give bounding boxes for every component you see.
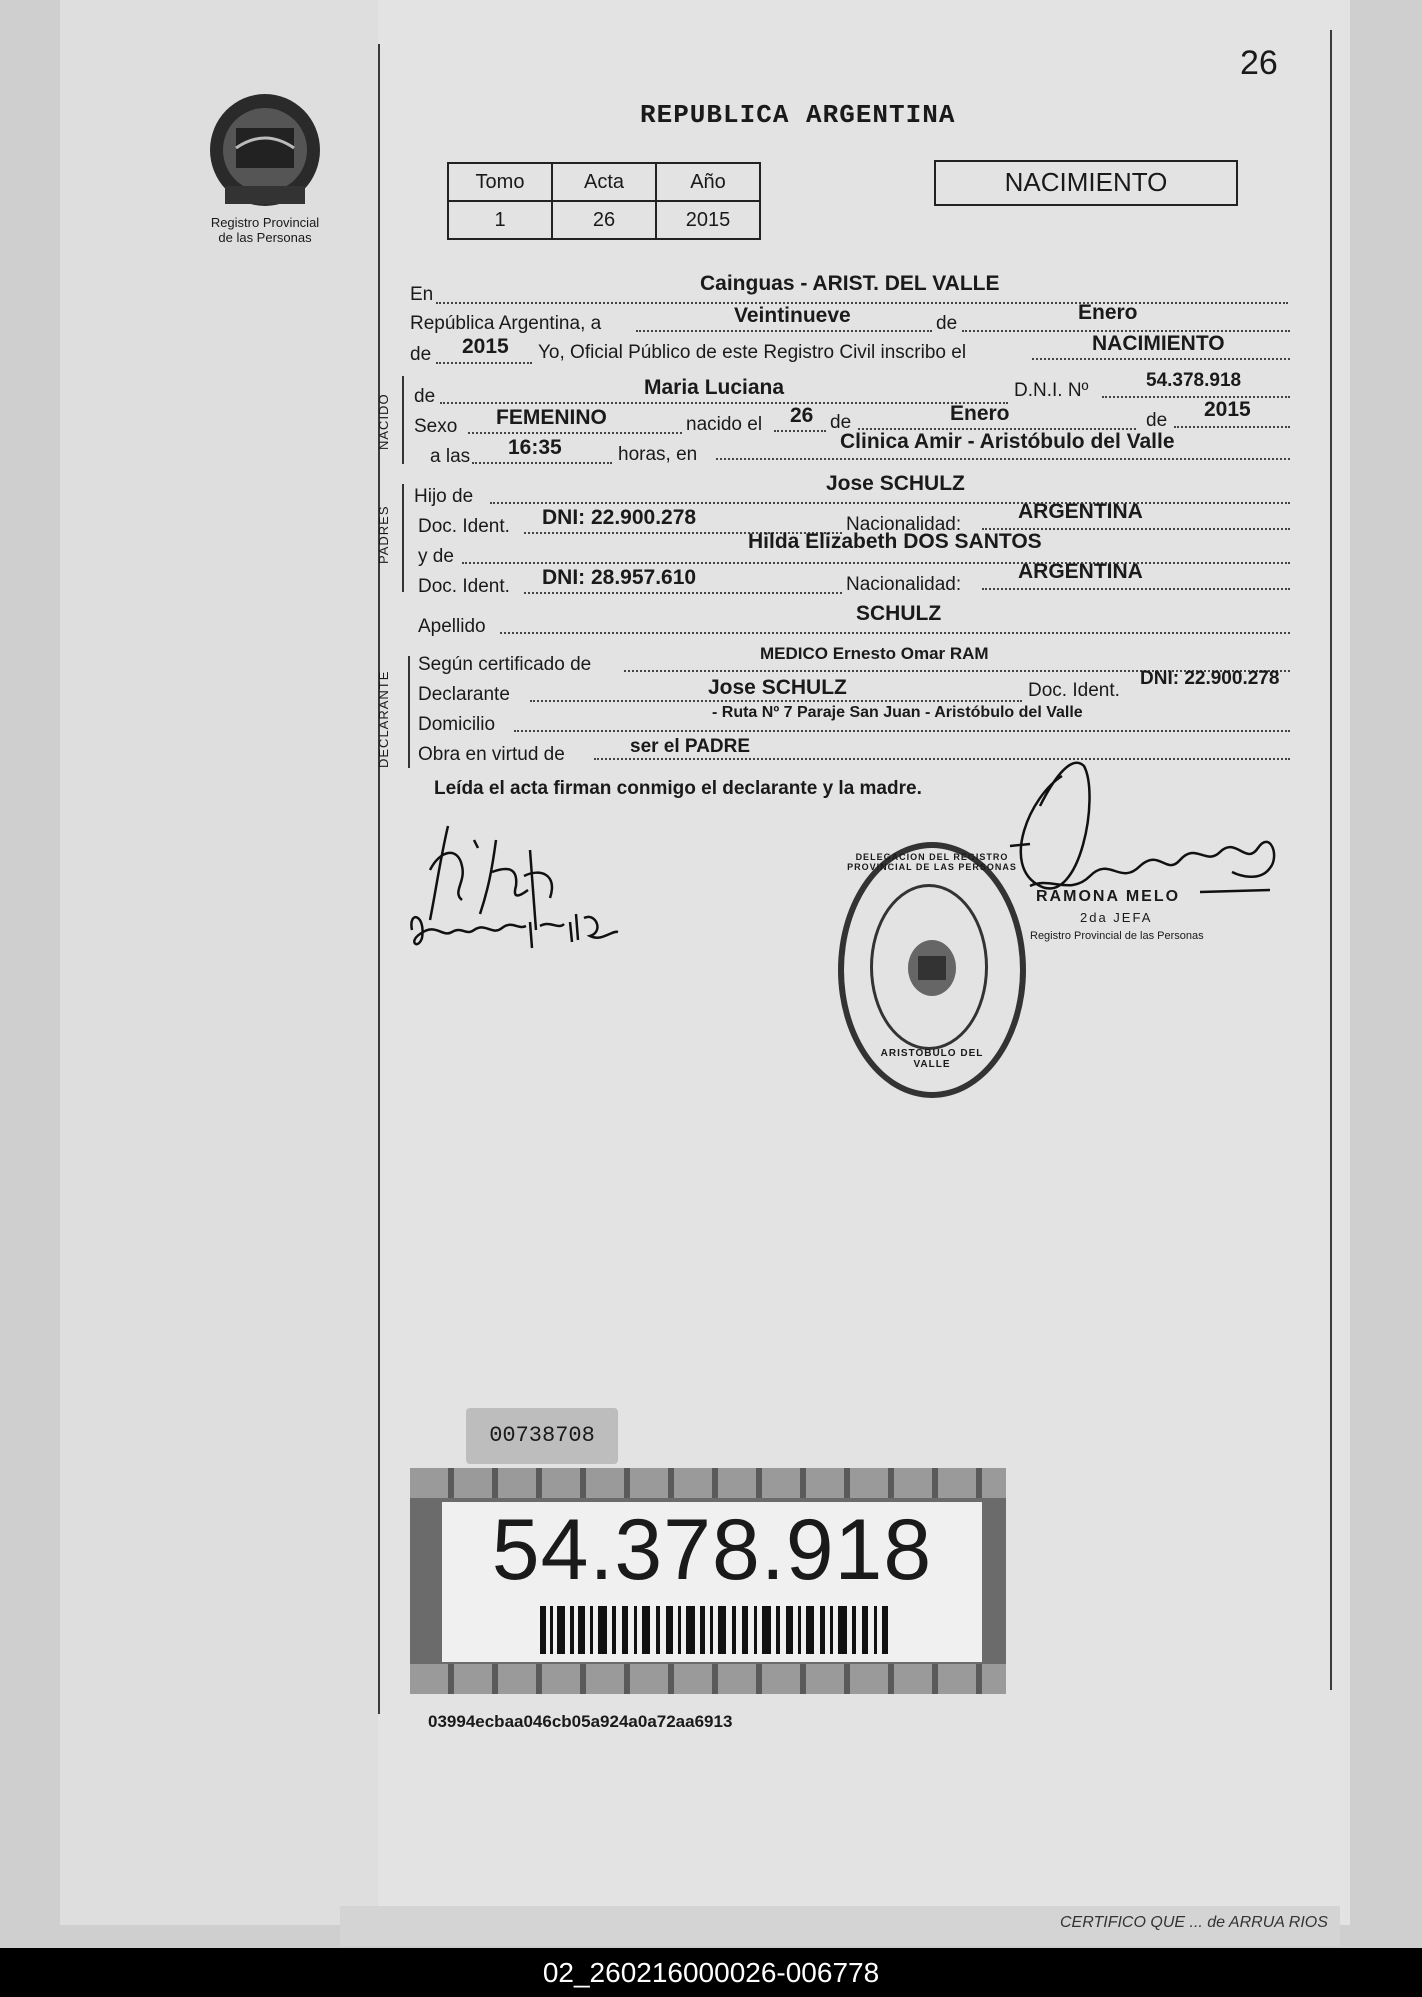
stamp-role: 2da JEFA: [1080, 910, 1153, 925]
label-de: de: [936, 313, 958, 334]
stamp-office: Registro Provincial de las Personas: [1030, 930, 1204, 942]
section-bracket: [408, 656, 410, 768]
declarant-value: Jose SCHULZ: [708, 676, 847, 699]
dotted-line: [1174, 426, 1290, 428]
label-apellido: Apellido: [418, 616, 486, 637]
barcode-panel: [442, 1502, 982, 1662]
section-bracket: [402, 376, 404, 464]
page-number: 26: [1240, 44, 1278, 82]
dotted-line: [530, 700, 1022, 702]
year-written-value: 2015: [462, 335, 509, 358]
label-dni: D.N.I. Nº: [1014, 380, 1089, 401]
serial-number: 00738708: [466, 1408, 618, 1464]
side-label-declarante: DECLARANTE: [376, 670, 391, 768]
label-de: de: [1146, 410, 1168, 431]
underlying-page-strip: [340, 1906, 1340, 1946]
label-nacionalidad: Nacionalidad:: [846, 514, 962, 535]
security-pattern-bottom: [410, 1664, 1006, 1694]
dotted-line: [774, 430, 826, 432]
birth-place-value: Clinica Amir - Aristóbulo del Valle: [840, 430, 1175, 453]
security-pattern-top: [410, 1468, 1006, 1498]
value-ano: 2015: [656, 201, 760, 239]
mother-nat-value: ARGENTINA: [1018, 560, 1143, 583]
mother-value: Hilda Elizabeth DOS SANTOS: [748, 530, 1042, 553]
label-a-las: a las: [430, 446, 471, 467]
id-number: 54.378.918: [491, 1502, 933, 1598]
dotted-line: [524, 592, 842, 594]
dotted-line: [436, 302, 1288, 304]
value-acta: 26: [552, 201, 656, 239]
dotted-line: [1102, 396, 1290, 398]
security-label: [410, 1468, 1006, 1694]
child-name-value: Maria Luciana: [644, 376, 785, 399]
header-tomo: Tomo: [448, 163, 552, 201]
surname-value: SCHULZ: [856, 602, 942, 625]
dotted-line: [436, 362, 532, 364]
dotted-line: [472, 462, 612, 464]
seal-inner-text: ARISTOBULO DEL VALLE: [880, 1048, 984, 1070]
bottom-stamp-text: CERTIFICO QUE ... de ARRUA RIOS: [1060, 1914, 1328, 1931]
side-label-nacido: NACIDO: [376, 393, 391, 450]
header-acta: Acta: [552, 163, 656, 201]
seal-ring-text: DELEGACION DEL REGISTRO PROVINCIAL DE LAS PERSONAS: [847, 852, 1017, 872]
declarant-doc-value: DNI: 22.900.278: [1140, 668, 1280, 689]
label-horas-en: horas, en: [618, 444, 698, 465]
label-domicilio: Domicilio: [418, 714, 496, 735]
capacity-value: ser el PADRE: [630, 736, 751, 757]
label-en: En: [410, 284, 434, 305]
signatures-parents-icon: [400, 810, 700, 960]
day-written-value: Veintinueve: [734, 304, 851, 327]
footer-code: 02_260216000026-006778: [0, 1948, 1422, 1997]
label-yo: Yo, Oficial Público de este Registro Civil inscribo el: [538, 342, 967, 363]
sex-value: FEMENINO: [496, 406, 607, 429]
barcode-icon: [540, 1606, 890, 1654]
stamp-name: RAMONA MELO: [1036, 888, 1181, 905]
record-table: [447, 162, 761, 240]
label-doc-ident: Doc. Ident.: [418, 516, 510, 537]
label-de: de: [410, 344, 432, 365]
certificate-value: MEDICO Ernesto Omar RAM: [760, 644, 989, 663]
registry-name-line2: de las Personas: [218, 230, 312, 245]
label-obra: Obra en virtud de: [418, 744, 565, 765]
month-written-value: Enero: [1078, 301, 1138, 324]
label-hijo-de: Hijo de: [414, 486, 474, 507]
father-doc-value: DNI: 22.900.278: [542, 506, 697, 529]
dotted-line: [636, 330, 932, 332]
birth-year-value: 2015: [1204, 398, 1251, 421]
signing-statement: Leída el acta firman conmigo el declarante y la madre.: [434, 778, 922, 799]
label-nacionalidad: Nacionalidad:: [846, 574, 962, 595]
header-ano: Año: [656, 163, 760, 201]
value-tomo: 1: [448, 201, 552, 239]
dotted-line: [500, 632, 1290, 634]
child-dni-value: 54.378.918: [1146, 370, 1242, 391]
document-title: REPUBLICA ARGENTINA: [640, 100, 956, 130]
dotted-line: [982, 588, 1290, 590]
dotted-line: [490, 502, 1290, 504]
left-rule: [378, 44, 380, 1714]
seal-emblem-icon: [906, 938, 958, 998]
registry-logo: [200, 88, 330, 245]
dotted-line: [462, 562, 1290, 564]
father-value: Jose SCHULZ: [826, 472, 965, 495]
verification-hash: 03994ecbaa046cb05a924a0a72aa6913: [428, 1712, 733, 1731]
dotted-line: [514, 730, 1290, 732]
delegation-seal: [838, 842, 1026, 1098]
place-value: Cainguas - ARIST. DEL VALLE: [700, 272, 1000, 295]
registry-name-line1: Registro Provincial: [210, 215, 320, 230]
label-doc-ident: Doc. Ident.: [1028, 680, 1120, 701]
right-rule: [1330, 30, 1332, 1690]
dotted-line: [440, 402, 1008, 404]
section-bracket: [402, 484, 404, 592]
side-label-padres: PADRES: [376, 505, 391, 564]
record-type-box: NACIMIENTO: [934, 160, 1238, 206]
birth-day-value: 26: [790, 404, 814, 427]
label-declarante: Declarante: [418, 684, 510, 705]
label-de: de: [830, 412, 852, 433]
label-nacido-el: nacido el: [686, 414, 763, 435]
label-republica: República Argentina, a: [410, 313, 602, 334]
dotted-line: [468, 432, 682, 434]
birth-time-value: 16:35: [508, 436, 562, 459]
label-segun: Según certificado de: [418, 654, 592, 675]
mother-doc-value: DNI: 28.957.610: [542, 566, 697, 589]
table-value-row: [448, 201, 760, 239]
label-doc-ident: Doc. Ident.: [418, 576, 510, 597]
label-y-de: y de: [418, 546, 454, 567]
dotted-line: [1032, 358, 1290, 360]
coat-of-arms-icon: [200, 88, 330, 210]
dotted-line: [716, 458, 1290, 460]
left-margin-page: [60, 0, 378, 1925]
label-sexo: Sexo: [414, 416, 458, 437]
birth-month-value: Enero: [950, 402, 1010, 425]
address-value: - Ruta Nº 7 Paraje San Juan - Aristóbulo del Valle: [712, 704, 1083, 721]
table-header-row: [448, 163, 760, 201]
label-de: de: [414, 386, 436, 407]
father-nat-value: ARGENTINA: [1018, 500, 1143, 523]
act-type-value: NACIMIENTO: [1092, 332, 1225, 355]
